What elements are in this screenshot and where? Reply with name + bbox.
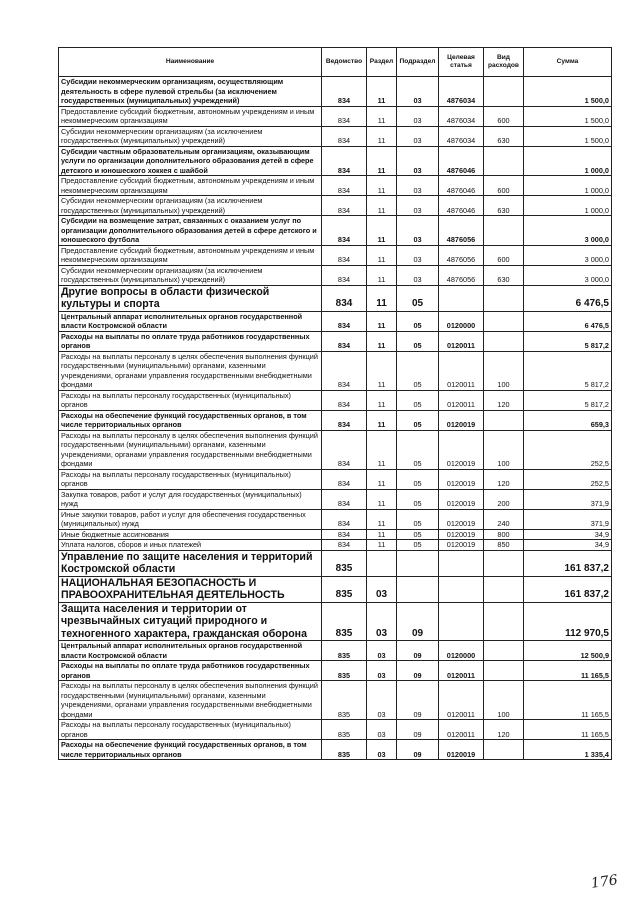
cell-section: 03 <box>367 576 397 602</box>
cell-subsection: 03 <box>397 245 439 265</box>
table-row <box>59 720 612 740</box>
cell-subsection: 03 <box>397 106 439 126</box>
cell-sum: 659,3 <box>524 410 612 430</box>
cell-dept: 834 <box>322 540 367 551</box>
cell-subsection: 05 <box>397 331 439 351</box>
cell-dept: 834 <box>322 509 367 529</box>
cell-section: 03 <box>367 602 397 641</box>
cell-exptype: 200 <box>484 489 524 509</box>
cell-sum: 5 817,2 <box>524 331 612 351</box>
cell-exptype: 120 <box>484 720 524 740</box>
table-row <box>59 245 612 265</box>
cell-dept: 834 <box>322 106 367 126</box>
cell-exptype: 120 <box>484 390 524 410</box>
cell-exptype: 600 <box>484 245 524 265</box>
cell-section: 11 <box>367 285 397 311</box>
cell-subsection: 09 <box>397 740 439 760</box>
cell-sum: 1 000,0 <box>524 176 612 196</box>
budget-table <box>58 47 612 760</box>
cell-target: 0120019 <box>439 529 484 540</box>
table-row <box>59 285 612 311</box>
cell-target: 0120011 <box>439 390 484 410</box>
cell-target: 4876034 <box>439 126 484 146</box>
cell-sum: 1 000,0 <box>524 196 612 216</box>
cell-target: 0120019 <box>439 430 484 469</box>
cell-target: 4876056 <box>439 265 484 285</box>
cell-section: 11 <box>367 430 397 469</box>
cell-exptype: 850 <box>484 540 524 551</box>
cell-subsection: 03 <box>397 126 439 146</box>
cell-exptype <box>484 550 524 576</box>
cell-sum: 161 837,2 <box>524 576 612 602</box>
table-row <box>59 661 612 681</box>
cell-section: 11 <box>367 216 397 246</box>
cell-dept: 834 <box>322 245 367 265</box>
cell-target: 0120011 <box>439 681 484 720</box>
table-row <box>59 529 612 540</box>
cell-dept: 834 <box>322 285 367 311</box>
cell-target: 4876034 <box>439 106 484 126</box>
cell-sum: 11 165,5 <box>524 681 612 720</box>
cell-dept: 835 <box>322 740 367 760</box>
cell-dept: 834 <box>322 529 367 540</box>
cell-subsection <box>397 550 439 576</box>
cell-dept: 835 <box>322 661 367 681</box>
cell-target: 0120019 <box>439 489 484 509</box>
table-row <box>59 106 612 126</box>
cell-name: Центральный аппарат исполнительных органов государственной власти Костромской области <box>59 311 322 331</box>
cell-subsection: 03 <box>397 176 439 196</box>
cell-section: 11 <box>367 540 397 551</box>
cell-target: 4876056 <box>439 245 484 265</box>
cell-dept: 834 <box>322 216 367 246</box>
cell-exptype <box>484 311 524 331</box>
cell-section: 03 <box>367 720 397 740</box>
cell-name: Субсидии некоммерческим организациям, осуществляющим деятельность в сфере пулевой стрельбы (за исключением государственных (муниципальных) учреждений) <box>59 77 322 107</box>
cell-name: Иные бюджетные ассигнования <box>59 529 322 540</box>
cell-section: 11 <box>367 126 397 146</box>
cell-dept: 835 <box>322 720 367 740</box>
cell-subsection: 05 <box>397 469 439 489</box>
cell-dept: 835 <box>322 641 367 661</box>
table-body <box>59 77 612 760</box>
cell-name: Управление по защите населения и территорий Костромской области <box>59 550 322 576</box>
cell-sum: 12 500,9 <box>524 641 612 661</box>
cell-subsection: 05 <box>397 430 439 469</box>
table-row <box>59 576 612 602</box>
table-row <box>59 265 612 285</box>
cell-subsection: 05 <box>397 489 439 509</box>
cell-subsection: 03 <box>397 146 439 176</box>
cell-name: Расходы на выплаты по оплате труда работников государственных органов <box>59 661 322 681</box>
table-row <box>59 740 612 760</box>
cell-section: 11 <box>367 106 397 126</box>
cell-target: 0120019 <box>439 540 484 551</box>
cell-name: Расходы на обеспечение функций государственных органов, в том числе территориальных органов <box>59 410 322 430</box>
cell-subsection: 03 <box>397 265 439 285</box>
cell-section <box>367 550 397 576</box>
cell-section: 03 <box>367 681 397 720</box>
cell-section: 11 <box>367 265 397 285</box>
cell-target: 4876056 <box>439 216 484 246</box>
cell-subsection: 03 <box>397 77 439 107</box>
cell-name: Другие вопросы в области физической культуры и спорта <box>59 285 322 311</box>
cell-dept: 834 <box>322 489 367 509</box>
cell-sum: 6 476,5 <box>524 311 612 331</box>
cell-subsection: 09 <box>397 641 439 661</box>
handwritten-page-number: 176 <box>590 872 619 892</box>
cell-exptype: 100 <box>484 351 524 390</box>
cell-target: 0120019 <box>439 469 484 489</box>
cell-subsection: 09 <box>397 661 439 681</box>
cell-dept: 834 <box>322 311 367 331</box>
cell-section: 11 <box>367 469 397 489</box>
cell-exptype: 630 <box>484 265 524 285</box>
cell-target: 0120011 <box>439 351 484 390</box>
cell-dept: 834 <box>322 390 367 410</box>
cell-dept: 834 <box>322 126 367 146</box>
cell-section: 11 <box>367 529 397 540</box>
header-exptype: Вид расходов <box>484 48 524 77</box>
cell-sum: 3 000,0 <box>524 245 612 265</box>
cell-section: 11 <box>367 489 397 509</box>
cell-subsection: 05 <box>397 311 439 331</box>
cell-section: 11 <box>367 390 397 410</box>
cell-target <box>439 576 484 602</box>
cell-sum: 112 970,5 <box>524 602 612 641</box>
header-subsection: Подраздел <box>397 48 439 77</box>
cell-dept: 834 <box>322 146 367 176</box>
cell-subsection: 05 <box>397 410 439 430</box>
header-name: Наименование <box>59 48 322 77</box>
cell-dept: 834 <box>322 351 367 390</box>
header-target: Целевая статья <box>439 48 484 77</box>
cell-sum: 5 817,2 <box>524 351 612 390</box>
table-row <box>59 410 612 430</box>
cell-exptype <box>484 77 524 107</box>
cell-name: Уплата налогов, сборов и иных платежей <box>59 540 322 551</box>
cell-section: 11 <box>367 351 397 390</box>
cell-dept: 835 <box>322 576 367 602</box>
cell-dept: 834 <box>322 176 367 196</box>
cell-name: Предоставление субсидий бюджетным, автономным учреждениям и иным некоммерческим организациям <box>59 106 322 126</box>
cell-subsection: 05 <box>397 540 439 551</box>
cell-target: 0120000 <box>439 641 484 661</box>
cell-dept: 834 <box>322 410 367 430</box>
cell-exptype: 100 <box>484 430 524 469</box>
cell-name: Расходы на выплаты по оплате труда работников государственных органов <box>59 331 322 351</box>
cell-name: Закупка товаров, работ и услуг для государственных (муниципальных) нужд <box>59 489 322 509</box>
cell-sum: 161 837,2 <box>524 550 612 576</box>
cell-target: 0120011 <box>439 331 484 351</box>
cell-target: 0120019 <box>439 740 484 760</box>
cell-dept: 834 <box>322 469 367 489</box>
cell-name: Иные закупки товаров, работ и услуг для обеспечения государственных (муниципальных) нужд <box>59 509 322 529</box>
cell-subsection <box>397 576 439 602</box>
table-row <box>59 641 612 661</box>
cell-dept: 834 <box>322 265 367 285</box>
table-row <box>59 430 612 469</box>
cell-name: Субсидии некоммерческим организациям (за исключением государственных (муниципальных) учреждений) <box>59 265 322 285</box>
cell-name: Субсидии некоммерческим организациям (за исключением государственных (муниципальных) учреждений) <box>59 126 322 146</box>
cell-sum: 252,5 <box>524 469 612 489</box>
table-row <box>59 489 612 509</box>
cell-target: 0120011 <box>439 661 484 681</box>
cell-target: 0120011 <box>439 720 484 740</box>
cell-exptype: 120 <box>484 469 524 489</box>
table-row <box>59 196 612 216</box>
cell-name: НАЦИОНАЛЬНАЯ БЕЗОПАСНОСТЬ И ПРАВООХРАНИТЕЛЬНАЯ ДЕЯТЕЛЬНОСТЬ <box>59 576 322 602</box>
cell-subsection: 09 <box>397 720 439 740</box>
table-row <box>59 681 612 720</box>
cell-subsection: 05 <box>397 390 439 410</box>
cell-sum: 6 476,5 <box>524 285 612 311</box>
cell-exptype <box>484 661 524 681</box>
table-header-row <box>59 48 612 77</box>
cell-exptype <box>484 285 524 311</box>
cell-name: Защита населения и территории от чрезвычайных ситуаций природного и техногенного характера, гражданская оборона <box>59 602 322 641</box>
cell-name: Расходы на выплаты персоналу государственных (муниципальных) органов <box>59 390 322 410</box>
cell-dept: 834 <box>322 331 367 351</box>
cell-name: Расходы на выплаты персоналу в целях обеспечения выполнения функций государственными (муниципальными) органами, казенными учреждениями, органами управления государственными внебюджетными фондами <box>59 430 322 469</box>
cell-dept: 834 <box>322 430 367 469</box>
table-row <box>59 550 612 576</box>
cell-name: Расходы на выплаты персоналу в целях обеспечения выполнения функций государственными (муниципальными) органами, казенными учреждениями, органами управления государственными внебюджетными фондами <box>59 681 322 720</box>
cell-target: 4876046 <box>439 146 484 176</box>
header-dept: Ведомство <box>322 48 367 77</box>
cell-sum: 1 500,0 <box>524 106 612 126</box>
cell-target <box>439 285 484 311</box>
cell-name: Субсидии на возмещение затрат, связанных с оказанием услуг по организации дополнительного образования детей в сфере детского и юношеского футбола <box>59 216 322 246</box>
cell-sum: 11 165,5 <box>524 720 612 740</box>
cell-name: Расходы на обеспечение функций государственных органов, в том числе территориальных органов <box>59 740 322 760</box>
cell-section: 11 <box>367 509 397 529</box>
cell-exptype <box>484 216 524 246</box>
table-row <box>59 331 612 351</box>
cell-sum: 1 500,0 <box>524 77 612 107</box>
cell-sum: 5 817,2 <box>524 390 612 410</box>
table-row <box>59 509 612 529</box>
cell-dept: 834 <box>322 196 367 216</box>
cell-name: Расходы на выплаты персоналу государственных (муниципальных) органов <box>59 469 322 489</box>
cell-sum: 11 165,5 <box>524 661 612 681</box>
cell-name: Субсидии некоммерческим организациям (за исключением государственных (муниципальных) учреждений) <box>59 196 322 216</box>
cell-subsection: 09 <box>397 602 439 641</box>
cell-exptype <box>484 146 524 176</box>
header-sum: Сумма <box>524 48 612 77</box>
cell-sum: 1 500,0 <box>524 126 612 146</box>
cell-target <box>439 550 484 576</box>
cell-section: 11 <box>367 77 397 107</box>
cell-subsection: 03 <box>397 196 439 216</box>
cell-sum: 3 000,0 <box>524 265 612 285</box>
table-row <box>59 176 612 196</box>
cell-section: 11 <box>367 331 397 351</box>
cell-exptype: 630 <box>484 196 524 216</box>
table-row <box>59 146 612 176</box>
cell-section: 11 <box>367 146 397 176</box>
cell-section: 03 <box>367 740 397 760</box>
cell-sum: 1 335,4 <box>524 740 612 760</box>
cell-exptype <box>484 410 524 430</box>
cell-dept: 835 <box>322 602 367 641</box>
cell-target: 4876046 <box>439 196 484 216</box>
cell-section: 11 <box>367 196 397 216</box>
cell-exptype: 800 <box>484 529 524 540</box>
cell-dept: 835 <box>322 550 367 576</box>
cell-name: Расходы на выплаты персоналу в целях обеспечения выполнения функций государственными (муниципальными) органами, казенными учреждениями, органами управления государственными внебюджетными фондами <box>59 351 322 390</box>
cell-exptype <box>484 331 524 351</box>
table-row <box>59 390 612 410</box>
cell-exptype: 630 <box>484 126 524 146</box>
cell-sum: 371,9 <box>524 509 612 529</box>
table-row <box>59 216 612 246</box>
cell-sum: 34,9 <box>524 540 612 551</box>
cell-dept: 835 <box>322 681 367 720</box>
cell-sum: 371,9 <box>524 489 612 509</box>
cell-section: 11 <box>367 176 397 196</box>
cell-target: 0120019 <box>439 509 484 529</box>
cell-section: 11 <box>367 245 397 265</box>
header-section: Раздел <box>367 48 397 77</box>
cell-subsection: 05 <box>397 509 439 529</box>
budget-page <box>58 47 611 760</box>
table-row <box>59 311 612 331</box>
cell-name: Предоставление субсидий бюджетным, автономным учреждениям и иным некоммерческим организациям <box>59 245 322 265</box>
cell-subsection: 09 <box>397 681 439 720</box>
cell-subsection: 05 <box>397 529 439 540</box>
cell-name: Предоставление субсидий бюджетным, автономным учреждениям и иным некоммерческим организациям <box>59 176 322 196</box>
cell-target <box>439 602 484 641</box>
cell-subsection: 03 <box>397 216 439 246</box>
cell-target: 4876034 <box>439 77 484 107</box>
cell-exptype <box>484 740 524 760</box>
cell-exptype <box>484 602 524 641</box>
table-row <box>59 126 612 146</box>
cell-sum: 252,5 <box>524 430 612 469</box>
cell-subsection: 05 <box>397 351 439 390</box>
cell-sum: 1 000,0 <box>524 146 612 176</box>
cell-section: 11 <box>367 311 397 331</box>
cell-exptype: 240 <box>484 509 524 529</box>
cell-section: 03 <box>367 641 397 661</box>
cell-target: 0120000 <box>439 311 484 331</box>
table-row <box>59 351 612 390</box>
cell-section: 03 <box>367 661 397 681</box>
cell-exptype <box>484 576 524 602</box>
cell-subsection: 05 <box>397 285 439 311</box>
cell-exptype: 100 <box>484 681 524 720</box>
cell-target: 4876046 <box>439 176 484 196</box>
cell-sum: 3 000,0 <box>524 216 612 246</box>
cell-name: Центральный аппарат исполнительных органов государственной власти Костромской области <box>59 641 322 661</box>
table-row <box>59 540 612 551</box>
table-row <box>59 77 612 107</box>
cell-exptype: 600 <box>484 106 524 126</box>
cell-target: 0120019 <box>439 410 484 430</box>
table-row <box>59 602 612 641</box>
cell-section: 11 <box>367 410 397 430</box>
cell-name: Субсидии частным образовательным организациям, оказывающим услуги по организации дополнительного образования детей в сфере детского и юношеского хоккея с шайбой <box>59 146 322 176</box>
cell-exptype <box>484 641 524 661</box>
cell-exptype: 600 <box>484 176 524 196</box>
cell-sum: 34,9 <box>524 529 612 540</box>
cell-name: Расходы на выплаты персоналу государственных (муниципальных) органов <box>59 720 322 740</box>
table-row <box>59 469 612 489</box>
cell-dept: 834 <box>322 77 367 107</box>
